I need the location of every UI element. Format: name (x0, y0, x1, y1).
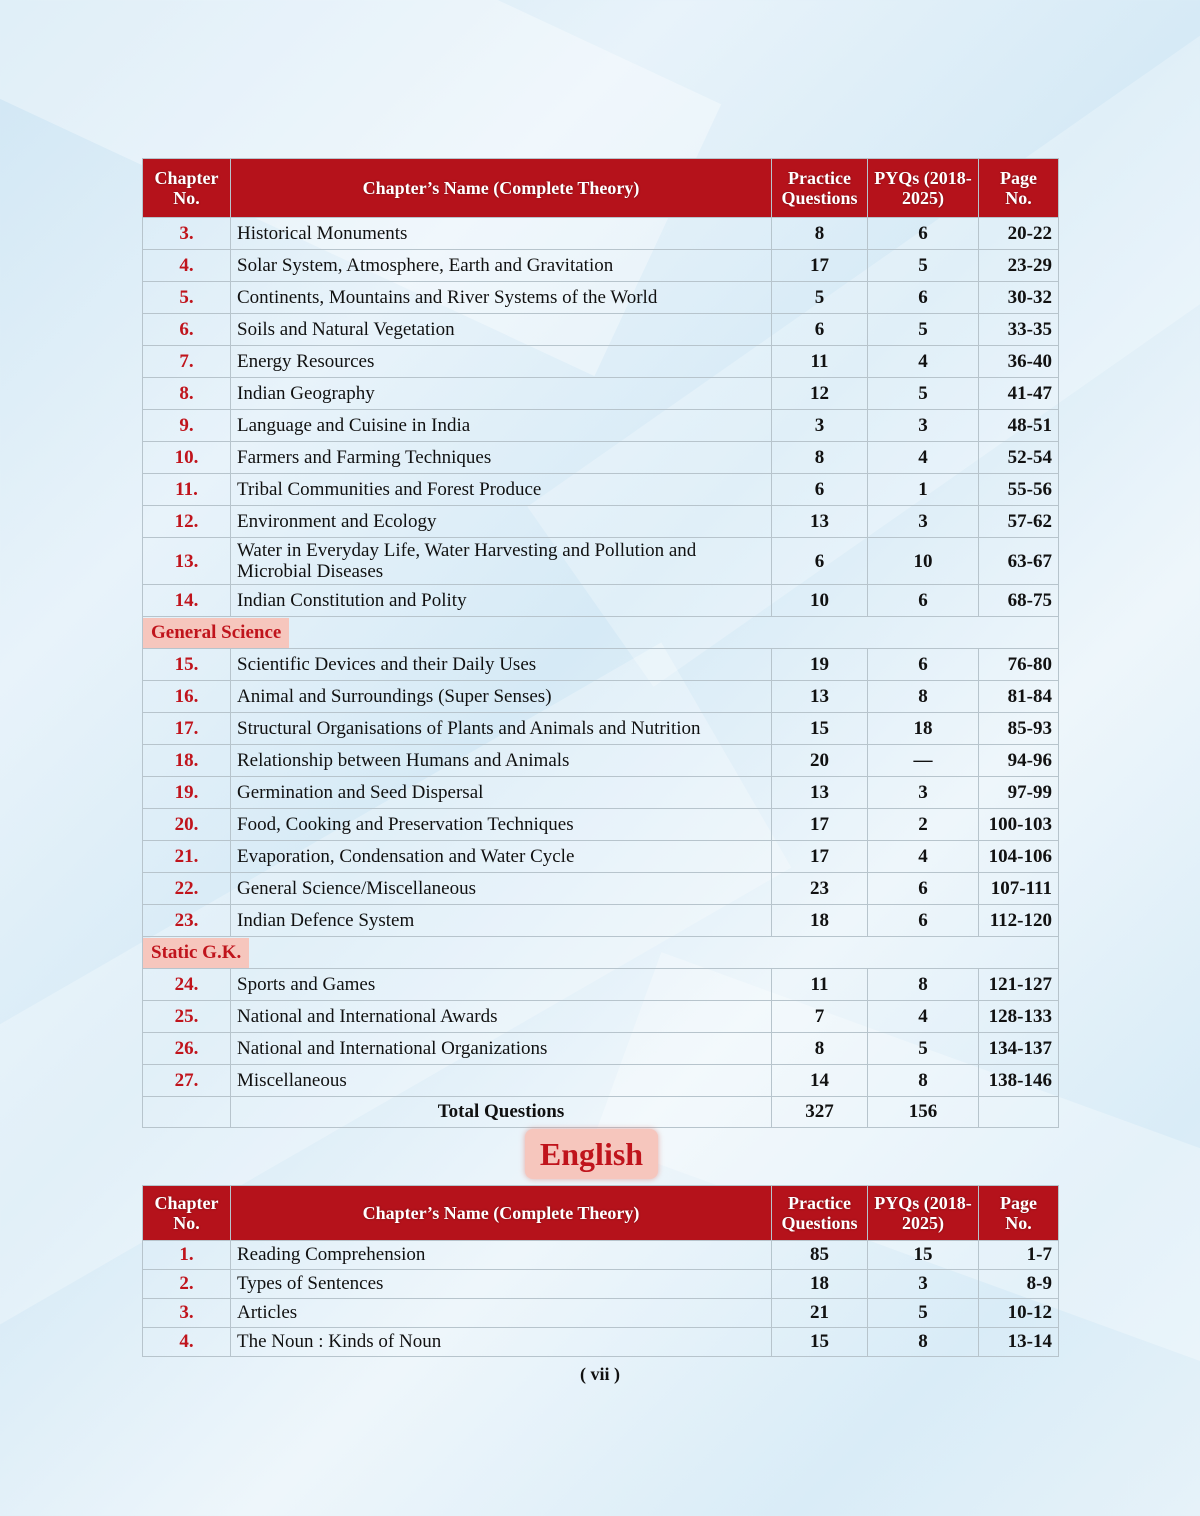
table-row (143, 1299, 1059, 1328)
chapter-name: Environment and Ecology (231, 506, 772, 538)
chapter-number: 9. (143, 410, 231, 442)
table-row (143, 745, 1059, 777)
practice-count: 13 (772, 681, 868, 713)
page-range: 55-56 (979, 474, 1059, 506)
total-row (143, 1097, 1059, 1128)
page-range: 121-127 (979, 969, 1059, 1001)
chapter-number: 25. (143, 1001, 231, 1033)
table-row (143, 378, 1059, 410)
page-number: ( vii ) (580, 1364, 620, 1384)
page-range: 76-80 (979, 649, 1059, 681)
chapter-name: Miscellaneous (231, 1065, 772, 1097)
chapter-number: 12. (143, 506, 231, 538)
page-range: 100-103 (979, 809, 1059, 841)
table-row (143, 250, 1059, 282)
practice-count: 13 (772, 777, 868, 809)
practice-count: 21 (772, 1299, 868, 1328)
chapter-number: 20. (143, 809, 231, 841)
table-row (143, 1270, 1059, 1299)
pyqs-count: 5 (868, 1033, 979, 1065)
page-range: 13-14 (979, 1328, 1059, 1357)
page-range: 33-35 (979, 314, 1059, 346)
section-row-general-science (143, 617, 1059, 649)
table-row (143, 777, 1059, 809)
page-range: 94-96 (979, 745, 1059, 777)
pyqs-count: 5 (868, 378, 979, 410)
practice-count: 17 (772, 250, 868, 282)
chapter-number: 2. (143, 1270, 231, 1299)
pyqs-count: 4 (868, 841, 979, 873)
section-label-general-science: General Science (143, 618, 289, 648)
table-row (143, 538, 1059, 585)
pyqs-count: 4 (868, 346, 979, 378)
chapter-name: Germination and Seed Dispersal (231, 777, 772, 809)
practice-count: 14 (772, 1065, 868, 1097)
chapter-name: Animal and Surroundings (Super Senses) (231, 681, 772, 713)
pyqs-count: 8 (868, 1328, 979, 1357)
table-row (143, 410, 1059, 442)
chapter-name: Relationship between Humans and Animals (231, 745, 772, 777)
chapter-name: Soils and Natural Vegetation (231, 314, 772, 346)
practice-count: 17 (772, 809, 868, 841)
pyqs-count: 10 (868, 538, 979, 585)
chapter-number: 4. (143, 1328, 231, 1357)
chapter-name: The Noun : Kinds of Noun (231, 1328, 772, 1357)
chapter-name: Energy Resources (231, 346, 772, 378)
chapter-name: Farmers and Farming Techniques (231, 442, 772, 474)
pyqs-count: 1 (868, 474, 979, 506)
table-row (143, 809, 1059, 841)
chapter-number: 1. (143, 1241, 231, 1270)
page-range: 104-106 (979, 841, 1059, 873)
page-range: 85-93 (979, 713, 1059, 745)
pyqs-count: 6 (868, 282, 979, 314)
practice-count: 20 (772, 745, 868, 777)
chapter-number: 18. (143, 745, 231, 777)
practice-count: 11 (772, 969, 868, 1001)
table-row (143, 1065, 1059, 1097)
practice-count: 3 (772, 410, 868, 442)
page-range: 23-29 (979, 250, 1059, 282)
chapter-name: Structural Organisations of Plants and Animals and Nutrition (231, 713, 772, 745)
practice-count: 13 (772, 506, 868, 538)
pyqs-count: 6 (868, 585, 979, 617)
pyqs-count: 2 (868, 809, 979, 841)
pyqs-count: 15 (868, 1241, 979, 1270)
table-row (143, 282, 1059, 314)
practice-count: 18 (772, 905, 868, 937)
chapter-number: 11. (143, 474, 231, 506)
page-range: 48-51 (979, 410, 1059, 442)
chapter-number: 5. (143, 282, 231, 314)
total-pyqs: 156 (868, 1097, 979, 1128)
chapter-number: 16. (143, 681, 231, 713)
practice-count: 11 (772, 346, 868, 378)
chapter-number: 19. (143, 777, 231, 809)
header-practice: Practice Questions (772, 159, 868, 218)
chapter-name: Articles (231, 1299, 772, 1328)
chapter-name: Historical Monuments (231, 218, 772, 250)
header-chapter-name: Chapter’s Name (Complete Theory) (231, 159, 772, 218)
practice-count: 85 (772, 1241, 868, 1270)
pyqs-count: 6 (868, 905, 979, 937)
pyqs-count: 6 (868, 873, 979, 905)
practice-count: 15 (772, 713, 868, 745)
chapter-name: Continents, Mountains and River Systems of the World (231, 282, 772, 314)
page-range: 57-62 (979, 506, 1059, 538)
pyqs-count: 4 (868, 1001, 979, 1033)
chapter-number: 21. (143, 841, 231, 873)
table-row (143, 905, 1059, 937)
chapter-number: 26. (143, 1033, 231, 1065)
chapter-number: 10. (143, 442, 231, 474)
table-header-row (143, 159, 1059, 218)
pyqs-count: 6 (868, 649, 979, 681)
practice-count: 23 (772, 873, 868, 905)
table-row (143, 873, 1059, 905)
header-pyqs: PYQs (2018-2025) (868, 159, 979, 218)
table-row (143, 314, 1059, 346)
chapter-name: Water in Everyday Life, Water Harvesting and Pollution and Microbial Diseases (231, 538, 772, 585)
page-range: 97-99 (979, 777, 1059, 809)
chapter-name: National and International Awards (231, 1001, 772, 1033)
chapter-number: 15. (143, 649, 231, 681)
table-header-row (143, 1186, 1059, 1241)
practice-count: 5 (772, 282, 868, 314)
practice-count: 19 (772, 649, 868, 681)
chapter-name: Types of Sentences (231, 1270, 772, 1299)
header-chapter-no: Chapter No. (143, 159, 231, 218)
practice-count: 15 (772, 1328, 868, 1357)
page-range: 68-75 (979, 585, 1059, 617)
page-range: 107-111 (979, 873, 1059, 905)
chapter-name: Food, Cooking and Preservation Techniques (231, 809, 772, 841)
chapter-number: 3. (143, 1299, 231, 1328)
page-range: 36-40 (979, 346, 1059, 378)
section-label-static-gk: Static G.K. (143, 938, 249, 968)
table-row (143, 442, 1059, 474)
practice-count: 8 (772, 218, 868, 250)
table-row (143, 585, 1059, 617)
table-row (143, 969, 1059, 1001)
page-range: 41-47 (979, 378, 1059, 410)
total-practice: 327 (772, 1097, 868, 1128)
chapter-number: 22. (143, 873, 231, 905)
page-range: 30-32 (979, 282, 1059, 314)
table-row (143, 713, 1059, 745)
pyqs-count: 5 (868, 314, 979, 346)
page-range: 10-12 (979, 1299, 1059, 1328)
chapter-name: Scientific Devices and their Daily Uses (231, 649, 772, 681)
table-row (143, 218, 1059, 250)
pyqs-count: 18 (868, 713, 979, 745)
pyqs-count: — (868, 745, 979, 777)
page-range: 63-67 (979, 538, 1059, 585)
chapter-name: Indian Constitution and Polity (231, 585, 772, 617)
table-row (143, 649, 1059, 681)
chapter-name: Indian Defence System (231, 905, 772, 937)
practice-count: 10 (772, 585, 868, 617)
table-row (143, 1033, 1059, 1065)
pyqs-count: 8 (868, 681, 979, 713)
table-row (143, 474, 1059, 506)
header-pyqs: PYQs (2018-2025) (868, 1186, 979, 1241)
chapter-number: 3. (143, 218, 231, 250)
total-label: Total Questions (231, 1097, 772, 1128)
english-section-title: English (525, 1129, 658, 1179)
pyqs-count: 3 (868, 777, 979, 809)
page-range: 8-9 (979, 1270, 1059, 1299)
pyqs-count: 3 (868, 410, 979, 442)
practice-count: 6 (772, 314, 868, 346)
contents-table-english (142, 1185, 1059, 1357)
header-chapter-name: Chapter’s Name (Complete Theory) (231, 1186, 772, 1241)
chapter-name: Sports and Games (231, 969, 772, 1001)
chapter-name: Tribal Communities and Forest Produce (231, 474, 772, 506)
page-range: 81-84 (979, 681, 1059, 713)
table-row (143, 506, 1059, 538)
pyqs-count: 6 (868, 218, 979, 250)
practice-count: 6 (772, 474, 868, 506)
page-range: 112-120 (979, 905, 1059, 937)
chapter-name: Language and Cuisine in India (231, 410, 772, 442)
contents-table-gk (142, 158, 1059, 1128)
section-row-static-gk (143, 937, 1059, 969)
chapter-name: National and International Organizations (231, 1033, 772, 1065)
chapter-number: 14. (143, 585, 231, 617)
header-practice: Practice Questions (772, 1186, 868, 1241)
practice-count: 12 (772, 378, 868, 410)
practice-count: 7 (772, 1001, 868, 1033)
table-row (143, 681, 1059, 713)
chapter-number: 7. (143, 346, 231, 378)
chapter-number: 6. (143, 314, 231, 346)
table-row (143, 1328, 1059, 1357)
chapter-number: 4. (143, 250, 231, 282)
pyqs-count: 5 (868, 1299, 979, 1328)
table-row (143, 841, 1059, 873)
chapter-name: Evaporation, Condensation and Water Cycle (231, 841, 772, 873)
chapter-name: Reading Comprehension (231, 1241, 772, 1270)
table-row (143, 346, 1059, 378)
pyqs-count: 5 (868, 250, 979, 282)
chapter-number: 27. (143, 1065, 231, 1097)
page-range: 134-137 (979, 1033, 1059, 1065)
chapter-name: Solar System, Atmosphere, Earth and Gravitation (231, 250, 772, 282)
header-page-no: Page No. (979, 1186, 1059, 1241)
page-range: 20-22 (979, 218, 1059, 250)
practice-count: 17 (772, 841, 868, 873)
practice-count: 18 (772, 1270, 868, 1299)
practice-count: 8 (772, 442, 868, 474)
page-range: 128-133 (979, 1001, 1059, 1033)
page-range: 52-54 (979, 442, 1059, 474)
chapter-name: General Science/Miscellaneous (231, 873, 772, 905)
page-range: 1-7 (979, 1241, 1059, 1270)
page-range: 138-146 (979, 1065, 1059, 1097)
chapter-number: 17. (143, 713, 231, 745)
table-row (143, 1001, 1059, 1033)
practice-count: 6 (772, 538, 868, 585)
pyqs-count: 3 (868, 1270, 979, 1299)
pyqs-count: 4 (868, 442, 979, 474)
chapter-number: 24. (143, 969, 231, 1001)
pyqs-count: 8 (868, 1065, 979, 1097)
pyqs-count: 3 (868, 506, 979, 538)
chapter-number: 23. (143, 905, 231, 937)
chapter-number: 8. (143, 378, 231, 410)
pyqs-count: 8 (868, 969, 979, 1001)
table-row (143, 1241, 1059, 1270)
header-page-no: Page No. (979, 159, 1059, 218)
header-chapter-no: Chapter No. (143, 1186, 231, 1241)
practice-count: 8 (772, 1033, 868, 1065)
chapter-number: 13. (143, 538, 231, 585)
chapter-name: Indian Geography (231, 378, 772, 410)
